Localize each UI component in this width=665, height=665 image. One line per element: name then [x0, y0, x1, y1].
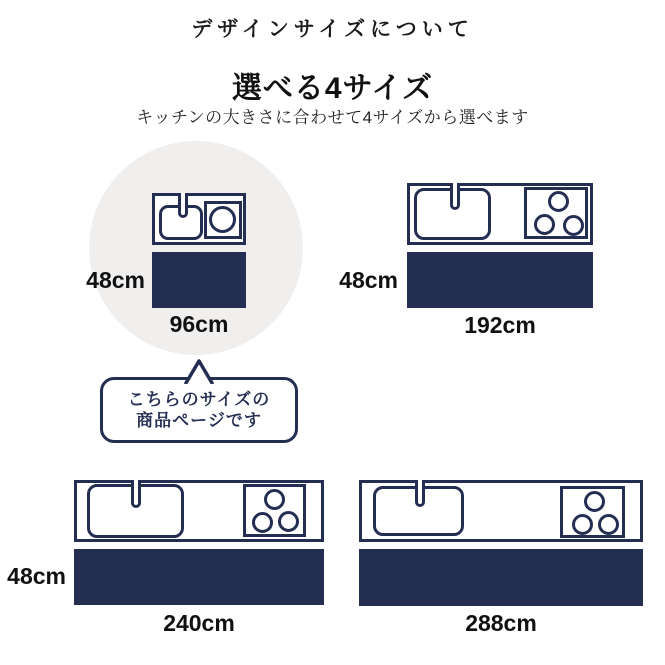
faucet-icon	[178, 193, 188, 218]
width-label-240cm: 240cm	[163, 610, 235, 636]
callout-pointer-icon	[183, 358, 215, 384]
burner-icon	[563, 215, 584, 236]
burner-icon	[548, 191, 569, 212]
height-label-192cm: 48cm	[339, 267, 398, 293]
burner-icon	[598, 514, 619, 535]
stove-icon	[560, 486, 625, 538]
width-label-96cm: 96cm	[169, 311, 229, 337]
stove-icon	[204, 201, 242, 239]
callout-bubble	[100, 377, 298, 443]
faucet-icon	[131, 480, 141, 508]
burner-icon	[264, 489, 285, 510]
callout-text-line1: こちらのサイズの	[127, 390, 271, 409]
kitchen-counter-240cm-icon	[74, 480, 324, 542]
faucet-icon	[450, 183, 460, 210]
burner-icon	[572, 514, 593, 535]
width-label-192cm: 192cm	[464, 312, 536, 338]
callout-text-line2: 商品ページです	[136, 411, 262, 430]
burner-icon	[534, 214, 555, 235]
burner-icon	[584, 491, 605, 512]
height-label-96cm: 48cm	[86, 267, 145, 293]
burner-icon	[252, 512, 273, 533]
kitchen-counter-288cm-icon	[359, 480, 643, 542]
burner-icon	[278, 511, 299, 532]
section-heading: 選べる4サイズ	[231, 72, 434, 105]
mat-288cm	[359, 549, 643, 606]
stove-icon	[524, 187, 588, 239]
page-title: デザインサイズについて	[191, 17, 474, 41]
stove-icon	[243, 484, 306, 537]
width-label-288cm: 288cm	[465, 610, 537, 636]
mat-240cm	[74, 549, 324, 605]
height-label-240cm: 48cm	[7, 563, 66, 589]
section-subheading: キッチンの大きさに合わせて4サイズから選べます	[136, 108, 529, 127]
mat-96cm	[152, 252, 246, 308]
kitchen-counter-192cm-icon	[407, 183, 593, 245]
mat-192cm	[407, 252, 593, 308]
kitchen-counter-96cm-icon	[152, 193, 246, 245]
burner-icon	[209, 206, 236, 233]
faucet-icon	[415, 480, 425, 507]
